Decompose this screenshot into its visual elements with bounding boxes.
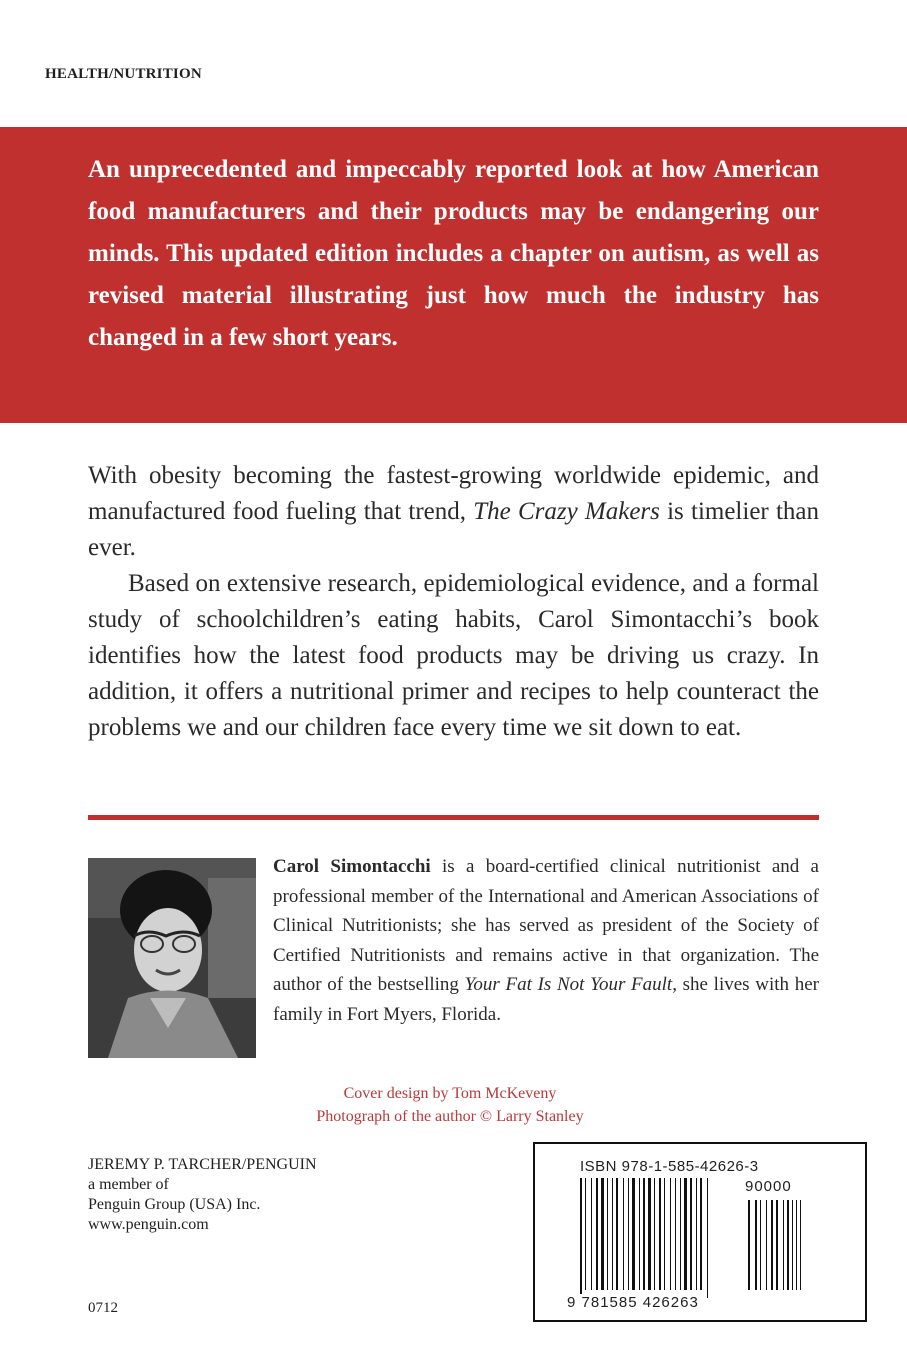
publisher-name: JEREMY P. TARCHER/PENGUIN [88,1156,317,1173]
barcode-icon [580,1178,820,1308]
tagline-band [0,127,907,423]
author-photo [88,858,256,1058]
description-p1-end: is timelier than ever. [88,498,819,561]
barcode-box [533,1142,867,1322]
author-bio-end: , she lives with her family in Fort Myers, Florida. [273,974,819,1025]
book-title: The Crazy Makers [473,498,660,525]
publisher-line-2: a member of [88,1176,169,1193]
catalog-code: 0712 [88,1300,118,1316]
price-code: 90000 [745,1178,792,1195]
description [88,458,819,746]
author-name: Carol Simontacchi [273,856,431,877]
author-book-title: Your Fat Is Not Your Fault [464,974,673,995]
photo-credit: Photograph of the author © Larry Stanley [316,1108,584,1125]
description-p1-start: With obesity becoming the fastest-growing worldwide epidemic, and manufactured food fueling that trend, [88,462,819,525]
barcode-digits: 9 781585 426263 [567,1294,699,1311]
cover-credit: Cover design by Tom McKeveny [343,1085,557,1102]
publisher-url: www.penguin.com [88,1216,209,1233]
isbn-label: ISBN 978-1-585-42626-3 [580,1158,759,1175]
section-divider [88,815,819,820]
publisher-line-3: Penguin Group (USA) Inc. [88,1196,261,1213]
credits [230,1082,670,1128]
publisher-info [88,1155,317,1235]
author-bio [273,852,819,1029]
description-paragraph-1 [88,458,819,566]
author-bio-start: is a board-certified clinical nutritionist and a professional member of the International and American Associations of Clinical Nutritionists; she has served as president of the Society of Certified Nutritionists and remains active in that organization. The author of the bestselling [273,856,819,995]
description-paragraph-2: Based on extensive research, epidemiological evidence, and a formal study of schoolchildren’s eating habits, Carol Simontacchi’s book identifies how the latest food products may be driving us crazy. In addition, it offers a nutritional primer and recipes to help counteract the problems we and our children face every time we sit down to eat. [88,570,819,741]
category-label: HEALTH/NUTRITION [45,66,202,82]
tagline-text: An unprecedented and impeccably reported look at how American food manufacturers and their products may be endangering our minds. This updated edition includes a chapter on autism, as well as revised material illustrating just how much the industry has changed in a few short years. [88,156,819,351]
